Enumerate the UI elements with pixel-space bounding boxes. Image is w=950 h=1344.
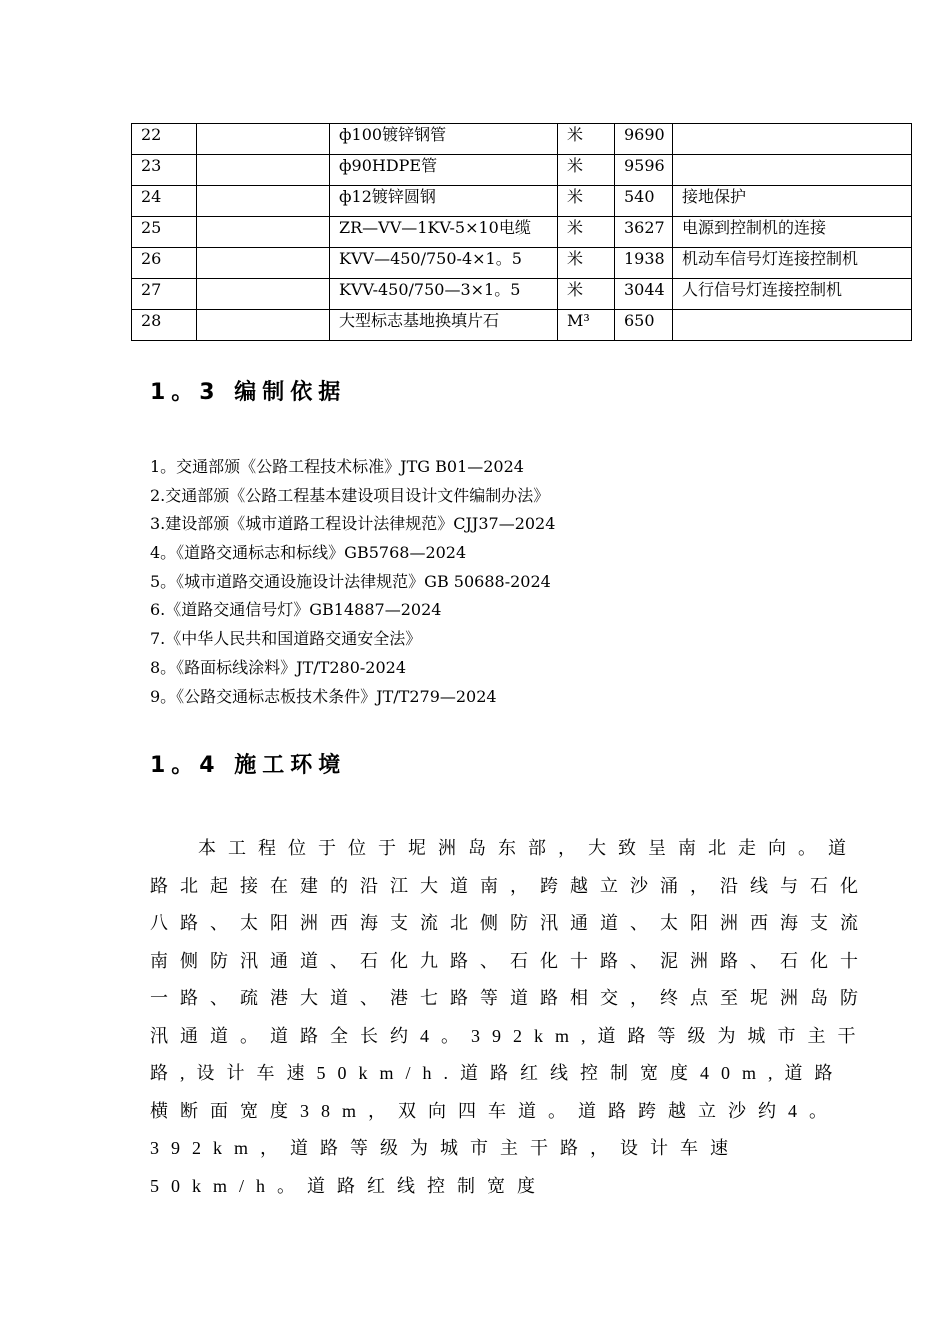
unit-cell: 米	[558, 186, 615, 217]
reference-item: 9。《公路交通标志板技术条件》JT/T279—2024	[150, 686, 497, 706]
reference-list	[150, 455, 555, 713]
table-row	[132, 279, 912, 310]
materials-table	[131, 123, 912, 341]
reference-item: 1。交通部颁《公路工程技术标准》JTG B01—2024	[150, 457, 524, 476]
section-heading-environment: 1。4 施工环境	[150, 753, 347, 778]
blank-cell	[197, 186, 330, 217]
blank-cell	[197, 124, 330, 155]
table-row	[132, 248, 912, 279]
reference-item: 2.交通部颁《公路工程基本建设项目设计文件编制办法》	[150, 485, 550, 505]
environment-paragraph: 本工程位于位于坭洲岛东部，大致呈南北走向。道路北起接在建的沿江大道南，跨越立沙涌，沿线与石化八路、太阳洲西海支流北侧防汛通道、太阳洲西海支流南侧防汛通道、石化九路、石化十路、泥洲路、石化十一路、疏港大道、港七路等道路相交，终点至坭洲岛防汛通道。道路全长约4。392km,道路等级为城市主干路,设计车速50km/h.道路红线控制宽度40m,道路横断面宽度38m，双向四车道。道路跨越立沙约4。392km，道路等级为城市主干路，设计车速50km/h。道路红线控制宽度	[150, 838, 870, 1196]
table-row	[132, 155, 912, 186]
row-number: 23	[132, 155, 197, 186]
table-row	[132, 124, 912, 155]
reference-item: 5。《城市道路交通设施设计法律规范》GB 50688-2024	[150, 571, 551, 591]
table-row	[132, 217, 912, 248]
material-name: ф12镀锌圆钢	[330, 186, 558, 217]
note-cell	[673, 155, 912, 186]
row-number: 28	[132, 310, 197, 341]
material-name: ZR—VV—1KV-5×10电缆	[330, 217, 558, 248]
row-number: 25	[132, 217, 197, 248]
quantity-cell: 540	[615, 186, 673, 217]
unit-cell: 米	[558, 248, 615, 279]
quantity-cell: 9596	[615, 155, 673, 186]
note-cell	[673, 310, 912, 341]
blank-cell	[197, 310, 330, 341]
row-number: 27	[132, 279, 197, 310]
material-name: KVV-450/750—3×1。5	[330, 279, 558, 310]
quantity-cell: 3044	[615, 279, 673, 310]
blank-cell	[197, 248, 330, 279]
unit-cell: 米	[558, 155, 615, 186]
reference-item: 6.《道路交通信号灯》GB14887—2024	[150, 600, 442, 620]
quantity-cell: 3627	[615, 217, 673, 248]
reference-item: 3.建设部颁《城市道路工程设计法律规范》CJJ37—2024	[150, 514, 556, 534]
row-number: 24	[132, 186, 197, 217]
note-cell: 机动车信号灯连接控制机	[673, 248, 912, 279]
table-row	[132, 310, 912, 341]
reference-item: 4。《道路交通标志和标线》GB5768—2024	[150, 543, 467, 563]
note-cell: 人行信号灯连接控制机	[673, 279, 912, 310]
note-cell: 电源到控制机的连接	[673, 217, 912, 248]
table-row	[132, 186, 912, 217]
material-name: 大型标志基地换填片石	[330, 310, 558, 341]
material-name: KVV—450/750-4×1。5	[330, 248, 558, 279]
material-name: ф90HDPE管	[330, 155, 558, 186]
reference-item: 8。《路面标线涂料》JT/T280-2024	[150, 657, 406, 677]
unit-cell: 米	[558, 217, 615, 248]
row-number: 22	[132, 124, 197, 155]
material-name: ф100镀锌钢管	[330, 124, 558, 155]
row-number: 26	[132, 248, 197, 279]
quantity-cell: 1938	[615, 248, 673, 279]
quantity-cell: 650	[615, 310, 673, 341]
unit-cell: M³	[558, 310, 615, 341]
materials-table-body	[132, 124, 912, 341]
reference-item: 7.《中华人民共和国道路交通安全法》	[150, 629, 422, 649]
quantity-cell: 9690	[615, 124, 673, 155]
blank-cell	[197, 217, 330, 248]
note-cell	[673, 124, 912, 155]
section-heading-basis: 1。3 编制依据	[150, 380, 347, 405]
blank-cell	[197, 279, 330, 310]
unit-cell: 米	[558, 279, 615, 310]
note-cell: 接地保护	[673, 186, 912, 217]
unit-cell: 米	[558, 124, 615, 155]
blank-cell	[197, 155, 330, 186]
